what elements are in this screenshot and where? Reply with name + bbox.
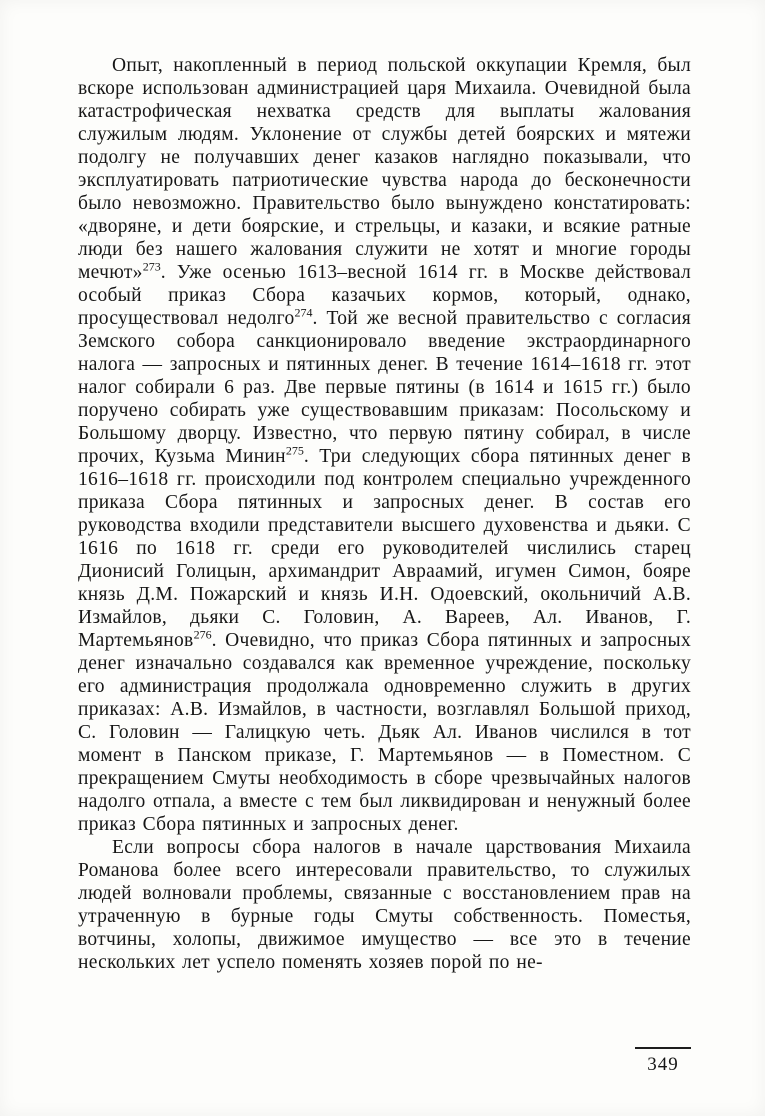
paragraph-1-text-5: . Очевидно, что приказ Сбора пятинных и запросных денег изначально создавался как временное учреждение, поскольку его администрация продолжала одновременно служить в других приказах: А.В. Измайлов, в частности, возглавлял Большой приход, С. Головин — Галицкую четь. Дьяк Ал. Иванов числился в тот момент в Панском приказе, Г. Мартемьянов — в Поместном. С прекращением Смуты необходимость в сборе чрезвычайных налогов надолго отпала, а вместе с тем был ликвидирован и ненужный более приказ Сбора пятинных и запросных денег. [78,630,691,835]
footnote-ref-274: 274 [294,305,313,320]
paragraph-2-text-1: Если вопросы сбора налогов в начале царствования Михаила Романова более всего интересовали правительство, то служилых людей волновали проблемы, связанные с восстановлением прав на утраченную в бурные годы Смуты собственность. Поместья, вотчины, холопы, движимое имущество — все это в течение нескольких лет успело поменять хозяев порой по не- [78,837,691,973]
page-body-text [78,54,691,974]
paragraph-1 [78,54,691,836]
page-footer [635,1047,691,1076]
paragraph-1-text-4: . Три следующих сбора пятинных денег в 1616–1618 гг. происходили под контролем специально учрежденного приказа Сбора пятинных и запросных денег. В состав его руководства входили представители высшего духовенства и дьяки. С 1616 по 1618 гг. среди его руководителей числились старец Дионисий Голицын, архимандрит Авраамий, игумен Симон, бояре князь Д.М. Пожарский и князь И.Н. Одоевский, окольничий А.В. Измайлов, дьяки С. Головин, А. Вареев, Ал. Иванов, Г. Мартемьянов [78,446,691,651]
paragraph-1-text-1: Опыт, накопленный в период польской оккупации Кремля, был вскоре использован администрацией царя Михаила. Очевидной была катастрофическая нехватка средств для выплаты жалования служилым людям. Уклонение от службы детей боярских и мятежи подолгу не получавших денег казаков наглядно показывали, что эксплуатировать патриотические чувства народа до бесконечности было невозможно. Правительство было вынуждено констатировать: «дворяне, и дети боярские, и стрельцы, и казаки, и всякие ратные люди без нашего жалования служити не хотят и многие городы мечют» [78,55,691,283]
paragraph-1-text-2: . Уже осенью 1613–весной 1614 гг. в Москве действовал особый приказ Сбора казачьих кормов, который, однако, просуществовал недолго [78,262,691,329]
paragraph-1-text-3: . Той же весной правительство с согласия Земского собора санкционировало введение экстраординарного налога — запросных и пятинных денег. В течение 1614–1618 гг. этот налог собирали 6 раз. Две первые пятины (в 1614 и 1615 гг.) было поручено собирать уже существовавшим приказам: Посольскому и Большому дворцу. Известно, что первую пятину собирал, в числе прочих, Кузьма Минин [78,308,692,467]
paragraph-2 [78,836,691,974]
footnote-ref-276: 276 [193,627,212,642]
footnote-ref-273: 273 [142,259,161,274]
page-number: 349 [635,1047,691,1076]
footnote-ref-275: 275 [285,443,304,458]
